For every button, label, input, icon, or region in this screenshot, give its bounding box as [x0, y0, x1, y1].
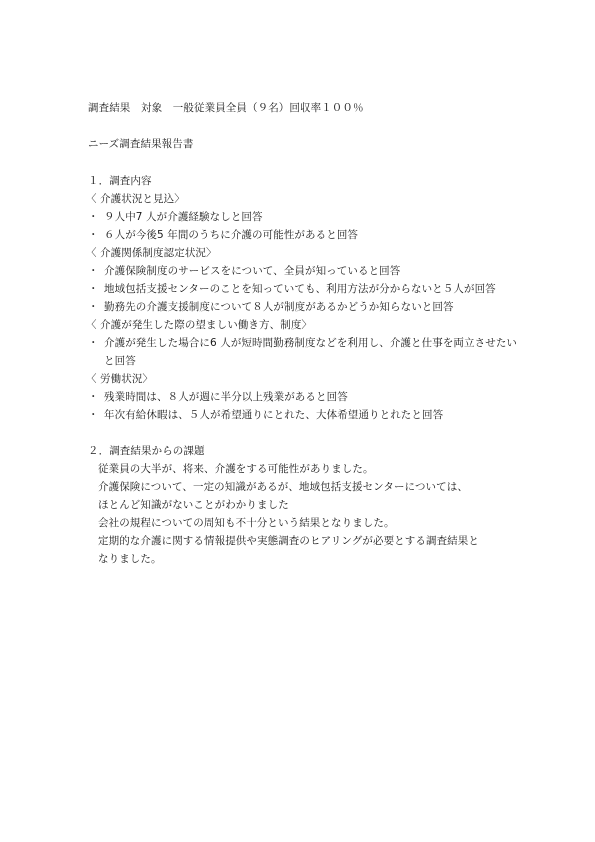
list-item: 介護が発生した場合に6 人が短時間勤務制度などを利用し、介護と仕事を両立させたい — [104, 337, 518, 349]
bullet-mark: ・ — [88, 409, 99, 421]
paragraph-line: ほとんど知識がないことがわかりました — [98, 499, 289, 511]
bullet-mark: ・ — [88, 283, 99, 295]
bullet-mark: ・ — [88, 301, 99, 313]
list-item: 年次有給休暇は、５人が希望通りにとれた、大体希望通りとれたと回答 — [104, 409, 444, 421]
group2-title: 〈 介護関係制度認定状況〉 — [86, 247, 217, 259]
paragraph-line: 会社の規程についての周知も不十分という結果となりました。 — [98, 517, 395, 529]
paragraph-line: 定期的な介護に関する情報提供や実態調査のヒアリングが必要とする調査結果と — [98, 535, 479, 547]
bullet-mark: ・ — [88, 229, 99, 241]
list-item: ９人中7 人が介護経験なしと回答 — [104, 211, 263, 223]
paragraph-line: なりました。 — [98, 553, 162, 565]
group4-title: 〈 労働状況〉 — [86, 373, 154, 385]
survey-header: 調査結果 対象 一般従業員全員（９名）回収率１００％ — [88, 102, 364, 114]
bullet-mark: ・ — [88, 391, 99, 403]
report-title: ニーズ調査結果報告書 — [88, 138, 194, 150]
paragraph-line: 介護保険について、一定の知識があるが、地域包括支援センターについては、 — [98, 481, 468, 493]
bullet-mark: ・ — [88, 265, 99, 277]
paragraph-line: 従業員の大半が、将来、介護をする可能性がありました。 — [98, 463, 374, 475]
bullet-mark: ・ — [88, 337, 99, 349]
list-item: 介護保険制度のサービスをについて、全員が知っていると回答 — [104, 265, 401, 277]
list-item: 地域包括支援センターのことを知っていても、利用方法が分からないと５人が回答 — [104, 283, 496, 295]
list-item: 勤務先の介護支援制度について８人が制度があるかどうか知らないと回答 — [104, 301, 454, 313]
bullet-mark: ・ — [88, 211, 99, 223]
group3-title: 〈 介護が発生した際の望ましい働き方、制度〉 — [86, 319, 313, 331]
section2-heading: ２．調査結果からの課題 — [88, 445, 205, 457]
list-item: ６人が今後5 年間のうちに介護の可能性があると回答 — [104, 229, 359, 241]
section1-heading: １．調査内容 — [88, 175, 152, 187]
list-item-continuation: と回答 — [104, 355, 136, 367]
group1-title: 〈 介護状況と見込〉 — [86, 193, 185, 205]
list-item: 残業時間は、８人が週に半分以上残業があると回答 — [104, 391, 348, 403]
